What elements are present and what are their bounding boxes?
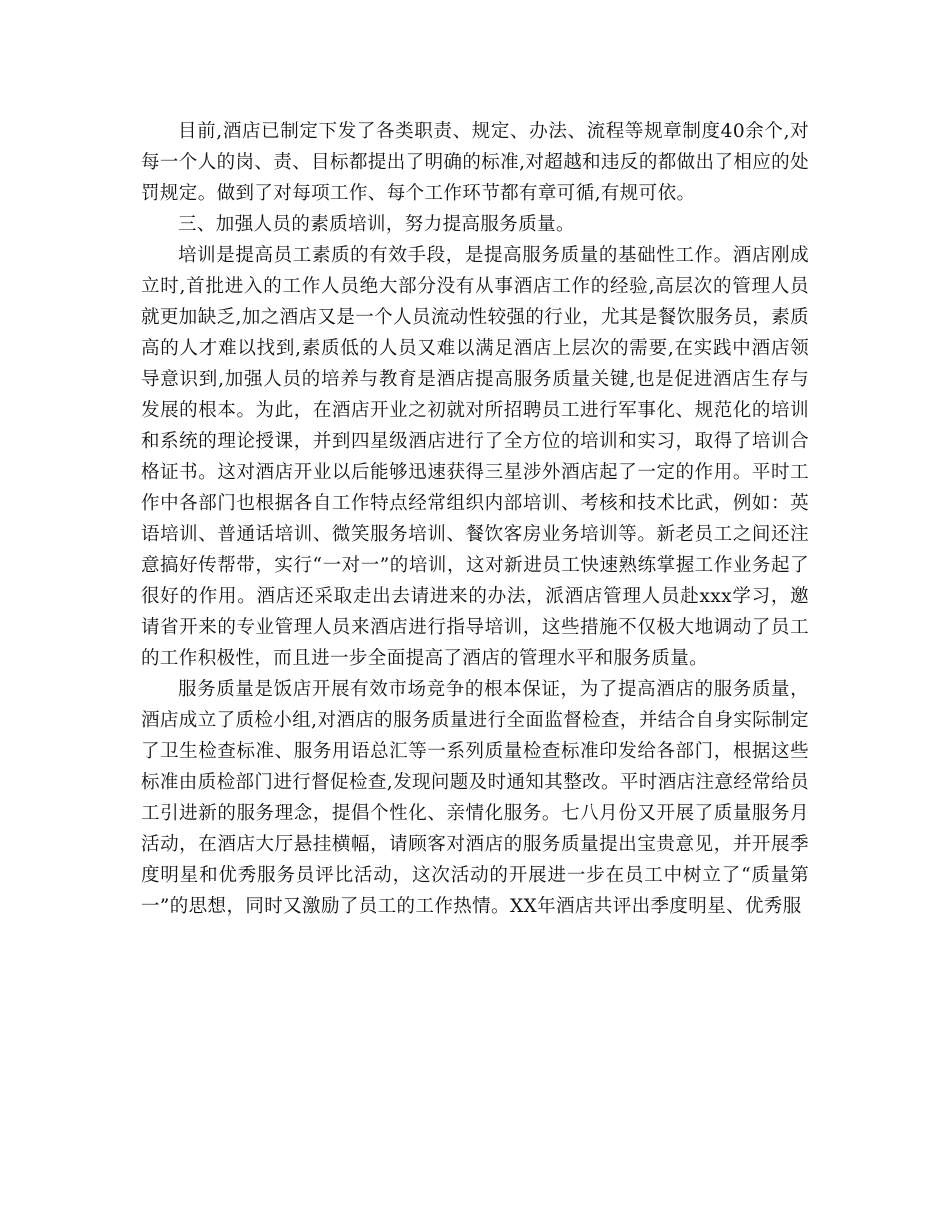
section-heading-training: 三、加强人员的素质培训，努力提高服务质量。 xyxy=(178,214,575,235)
document-body xyxy=(141,116,809,922)
paragraph-training: 培训是提高员工素质的有效手段，是提高服务质量的基础性工作。酒店刚成立时,首批进入的工作人员绝大部分没有从事酒店工作的经验,高层次的管理人员就更加缺乏,加之酒店又是一个人员流动性较强的行业，尤其是餐饮服务员，素质高的人才难以找到,素质低的人员又难以满足酒店上层次的需要,在实践中酒店领导意识到,加强人员的培养与教育是酒店提高服务质量关键,也是促进酒店生存与发展的根本。为此，在酒店开业之初就对所招聘员工进行军事化、规范化的培训和系统的理论授课，并到四星级酒店进行了全方位的培训和实习，取得了培训合格证书。这对酒店开业以后能够迅速获得三星涉外酒店起了一定的作用。平时工作中各部门也根据各自工作特点经常组织内部培训、考核和技术比武，例如：英语培训、普通话培训、微笑服务培训、餐饮客房业务培训等。新老员工之间还注意搞好传帮带，实行“一对一”的培训，这对新进员工快速熟练掌握工作业务起了很好的作用。酒店还采取走出去请进来的办法，派酒店管理人员赴xxx学习，邀请省开来的专业管理人员来酒店进行指导培训，这些措施不仅极大地调动了员工的工作积极性，而且进一步全面提高了酒店的管理水平和服务质量。 xyxy=(141,245,809,669)
paragraph-rules: 目前,酒店已制定下发了各类职责、规定、办法、流程等规章制度40余个,对每一个人的岗、责、目标都提出了明确的标准,对超越和违反的都做出了相应的处罚规定。做到了对每项工作、每个工作环节都有章可循,有规可依。 xyxy=(141,121,809,204)
paragraph-service-quality: 服务质量是饭店开展有效市场竞争的根本保证，为了提高酒店的服务质量，酒店成立了质检小组,对酒店的服务质量进行全面监督检查，并结合自身实际制定了卫生检查标准、服务用语总汇等一系列质量检查标准印发给各部门，根据这些标准由质检部门进行督促检查,发现问题及时通知其整改。平时酒店注意经常给员工引进新的服务理念，提倡个性化、亲情化服务。七八月份又开展了质量服务月活动，在酒店大厅悬挂横幅，请顾客对酒店的服务质量提出宝贵意见，并开展季度明星和优秀服务员评比活动，这次活动的开展进一步在员工中树立了“质量第一”的思想，同时又激励了员工的工作热情。XX年酒店共评出季度明星、优秀服 xyxy=(141,679,809,917)
